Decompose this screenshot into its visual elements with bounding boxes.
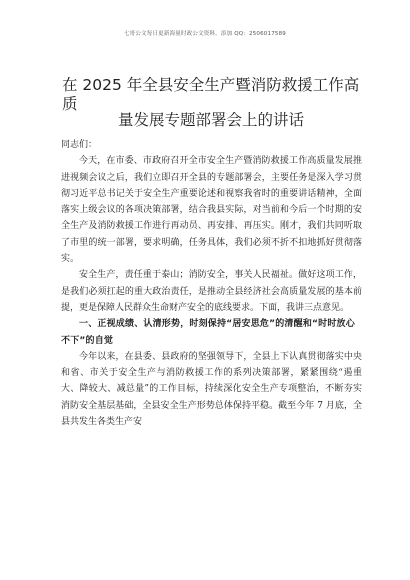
section-1-paragraph: 今年以来，在县委、县政府的坚强领导下，全县上下认真贯彻落实中央和省、市关于安全生产与消防救援工作的系列决策部署，紧紧围绕“遏重大、降较大、减总量”的工作目标，持续深化安全生产专项整治，不断夯实消防安全基层基础，全县安全生产形势总体保持平稳。截至今年 7 月底，全县共发生各类生产安	[61, 351, 362, 428]
header-note: 七哥公文每日更新海量时政公文资料，添加 QQ：2506017589	[123, 31, 286, 37]
paragraph-responsibility: 安全生产，责任重于泰山；消防安全，事关人民福祉。做好这项工作，是我们必须扛起的重大政治责任，是推动全县经济社会高质量发展的基本前提，更是保障人民群众生命财产安全的底线要求。下面，我讲三点意见。	[61, 270, 362, 313]
document-title-line-2: 质	[62, 95, 78, 113]
section-1-heading: 一、正视成绩、认清形势，时刻保持“居安思危”的清醒和“时时放心不下”的自觉	[61, 319, 355, 346]
document-body	[61, 137, 362, 430]
document-title-line-3: 量发展专题部署会上的讲话	[118, 111, 305, 129]
document-title-line-1: 在 2025 年全县安全生产暨消防救援工作高	[62, 76, 360, 94]
salutation: 同志们：	[61, 140, 98, 150]
paragraph-intro: 今天，在市委、市政府召开全市安全生产暨消防救援工作高质量发展推进视频会议之后，我们立即召开全县的专题部署会，主要任务是深入学习贯彻习近平总书记关于安全生产重要论述和视察我省时的重要讲话精神，全面落实上级会议的各项决策部署，结合我县实际，对当前和今后一个时期的安全生产及消防救援工作进行再动员、再安排、再压实。刚才，我们共同听取了市里的统一部署，要求明确，任务具体，我们必须不折不扣地抓好贯彻落实。	[61, 156, 362, 265]
